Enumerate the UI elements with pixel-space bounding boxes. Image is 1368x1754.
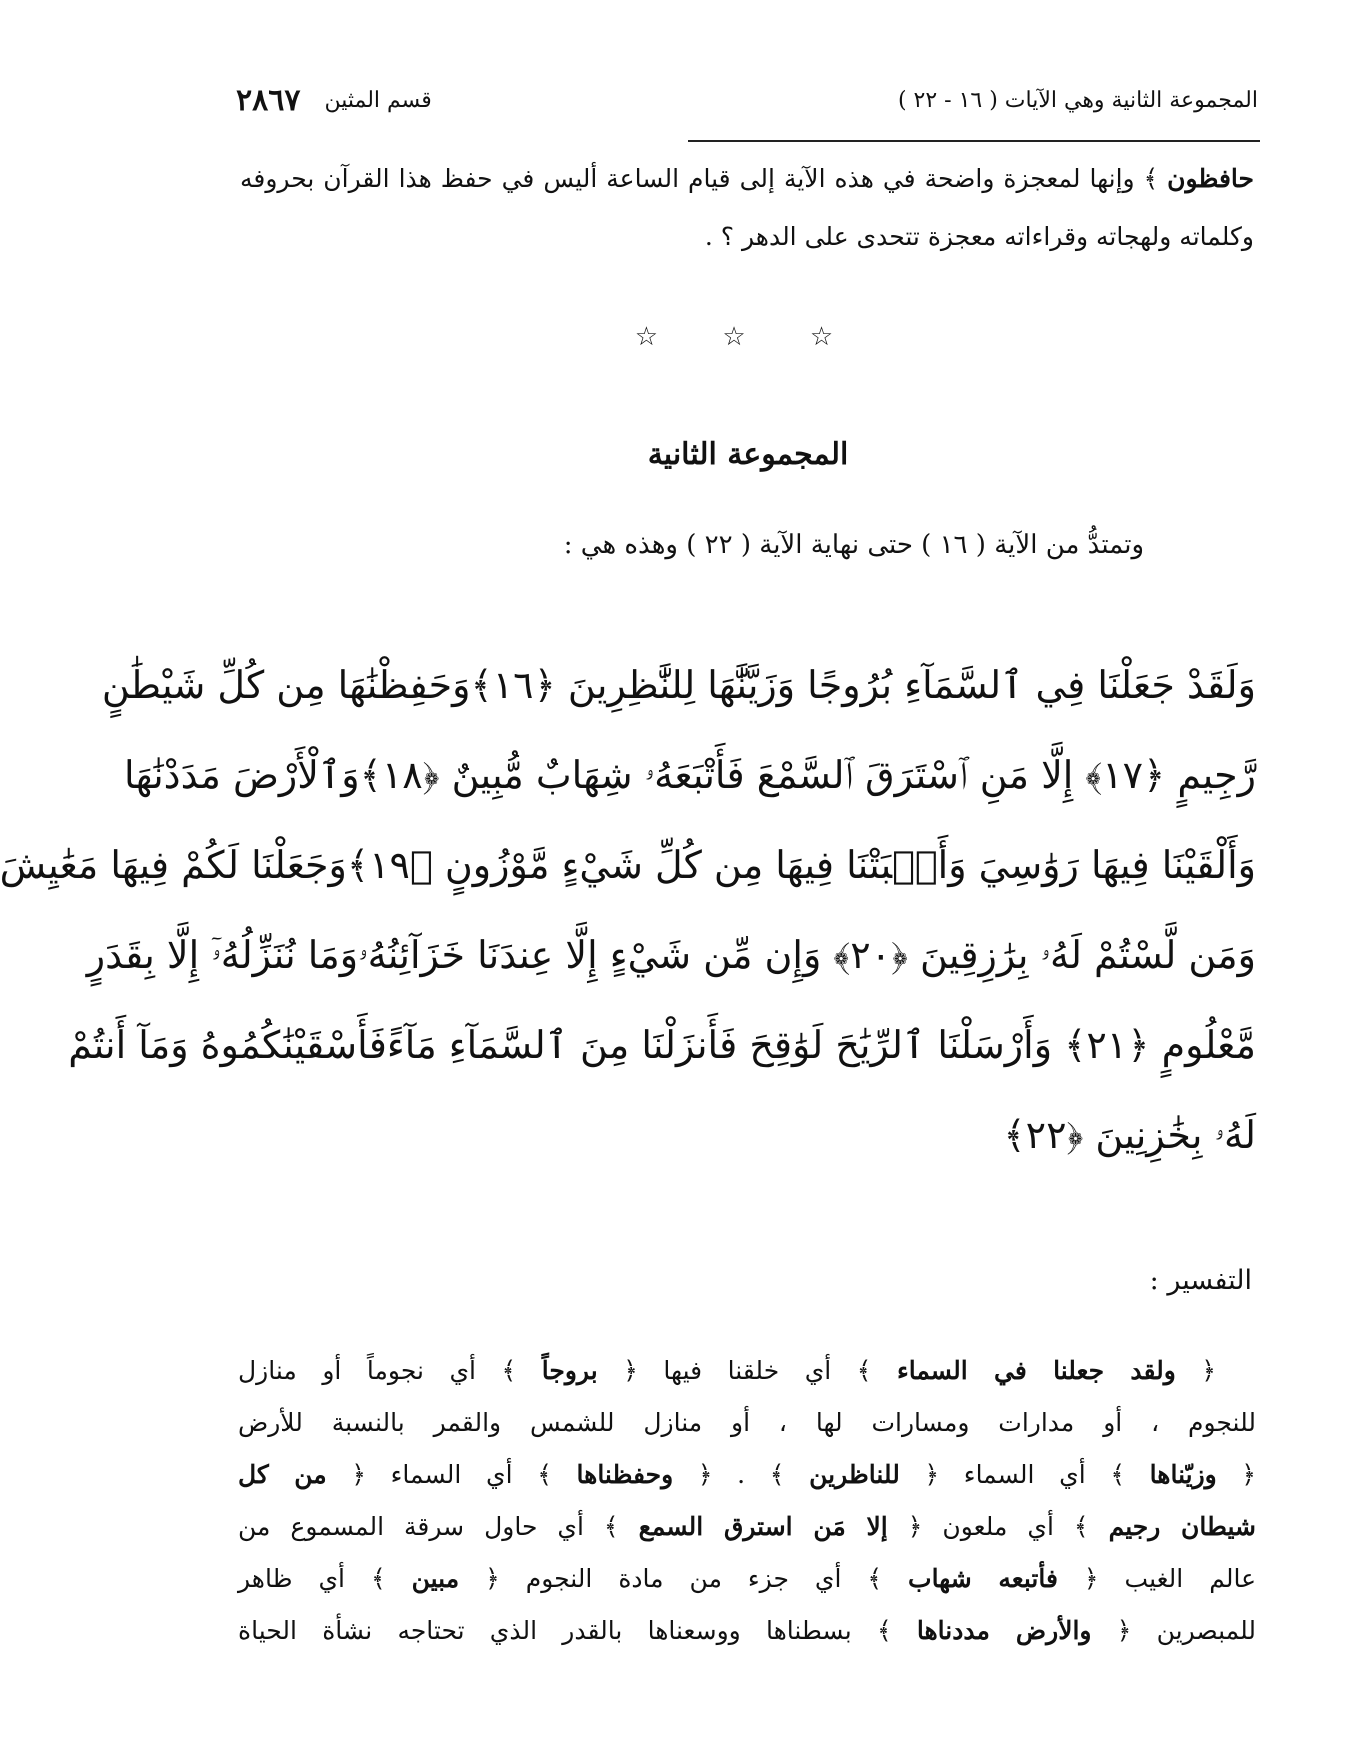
tafsir-text: ﴿ bbox=[1201, 1356, 1217, 1385]
verse-line bbox=[124, 730, 1256, 820]
verse-line bbox=[86, 910, 1256, 1000]
verse-segment: وَحَفِظْنَٰهَا مِن كُلِّ شَيْطَٰنٍ bbox=[101, 663, 471, 707]
tafsir-text: ﴾ بسطناها ووسعناها بالقدر الذي تحتاجه نشأة الحياة bbox=[238, 1616, 892, 1645]
verse-segment: وَأَلْقَيْنَا فِيهَا رَوَٰسِيَ وَأَنۢبَتْنَا فِيهَا مِن كُلِّ شَيْءٍ مَّوْزُونٍ ﴿١٩﴾ bbox=[346, 843, 1256, 887]
intro-line1-text: ﴾ وإنها لمعجزة واضحة في هذه الآية إلى قيام الساعة أليس في حفظ هذا bbox=[398, 164, 1159, 193]
tafsir-text: للمبصرين ﴿ bbox=[1116, 1616, 1257, 1645]
header-chapter-title: المجموعة الثانية وهي الآيات ( ١٦ - ٢٢ ) bbox=[897, 87, 1258, 113]
tafsir-line bbox=[238, 1553, 1256, 1605]
page-number: ٢٨٦٧ bbox=[236, 82, 301, 118]
intro-bold-word: حافظون bbox=[1167, 164, 1254, 193]
tafsir-heading: التفسير : bbox=[1149, 1265, 1252, 1296]
tafsir-quoted-phrase: إلا مَن استرق السمع bbox=[638, 1512, 888, 1541]
tafsir-quoted-phrase: ولقد جعلنا في السماء bbox=[896, 1356, 1176, 1385]
running-header bbox=[236, 80, 1258, 120]
verse-line bbox=[238, 1090, 1256, 1180]
tafsir-text: ﴾ أي ملعون ﴿ bbox=[907, 1512, 1089, 1541]
tafsir-quoted-phrase: للناظرين bbox=[809, 1460, 900, 1489]
header-rule bbox=[688, 140, 1260, 142]
tafsir-quoted-phrase: والأرض مددناها bbox=[916, 1616, 1092, 1645]
tafsir-text: ﴿ bbox=[1241, 1460, 1257, 1489]
section-subtitle: وتمتدُّ من الآية ( ١٦ ) حتى نهاية الآية ( ٢٢ ) وهذه هي : bbox=[563, 530, 1144, 560]
section-title: المجموعة الثانية bbox=[647, 437, 849, 472]
tafsir-text: ﴾ أي السماء ﴿ bbox=[351, 1460, 552, 1489]
quran-verses-block bbox=[0, 640, 1256, 1180]
tafsir-line bbox=[238, 1397, 1256, 1449]
tafsir-paragraph bbox=[238, 1345, 1256, 1657]
verse-segment: فَأَسْقَيْنَٰكُمُوهُ وَمَآ أَنتُمْ bbox=[68, 1023, 387, 1067]
intro-line2-text: القرآن بحروفه وكلماته ولهجاته وقراءاته معجزة تتحدى على الدهر ؟ . bbox=[240, 164, 1254, 251]
tafsir-line bbox=[238, 1605, 1256, 1657]
star-separator: ☆ ☆ ☆ bbox=[634, 322, 862, 352]
tafsir-text: ﴾ أي جزء من مادة النجوم ﴿ bbox=[485, 1564, 883, 1593]
tafsir-text: ﴾ أي حاول سرقة المسموع من bbox=[238, 1512, 619, 1541]
tafsir-text: ﴾ أي ظاهر bbox=[238, 1564, 386, 1593]
verse-segment: مَّعْلُومٍ ﴿٢١﴾ وَأَرْسَلْنَا ٱلرِّيَٰحَ لَوَٰقِحَ فَأَنزَلْنَا مِنَ ٱلسَّمَآءِ مَآءً bbox=[386, 1023, 1256, 1067]
tafsir-text: ﴾ أي خلقنا فيها ﴿ bbox=[623, 1356, 872, 1385]
tafsir-quoted-phrase: من كل bbox=[238, 1460, 327, 1489]
verse-line bbox=[68, 1000, 1256, 1090]
verse-segment: لَهُۥ بِخَٰزِنِينَ ﴿٢٢﴾ bbox=[1003, 1113, 1256, 1157]
tafsir-quoted-phrase: وحفظناها bbox=[576, 1460, 674, 1489]
tafsir-text: ﴾ أي نجوماً أو منازل bbox=[238, 1356, 517, 1385]
verse-segment: وَٱلْأَرْضَ مَدَدْنَٰهَا bbox=[124, 753, 360, 797]
tafsir-text: عالم الغيب ﴿ bbox=[1083, 1564, 1257, 1593]
tafsir-quoted-phrase: مبين bbox=[411, 1564, 460, 1593]
header-section-label: قسم المثين bbox=[324, 87, 432, 113]
tafsir-text: ﴾ . ﴿ bbox=[697, 1460, 785, 1489]
tafsir-quoted-phrase: فأتبعه شهاب bbox=[908, 1564, 1058, 1593]
verse-line bbox=[101, 640, 1256, 730]
tafsir-quoted-phrase: بروجاً bbox=[541, 1356, 598, 1385]
tafsir-text: للنجوم ، أو مدارات ومسارات لها ، أو منازل للشمس والقمر بالنسبة للأرض bbox=[238, 1408, 1256, 1437]
verse-segment: وَلَقَدْ جَعَلْنَا فِي ٱلسَّمَآءِ بُرُوجًا وَزَيَّنَّٰهَا لِلنَّٰظِرِينَ ﴿١٦﴾ bbox=[470, 663, 1256, 707]
tafsir-quoted-phrase: وزيّناها bbox=[1149, 1460, 1217, 1489]
tafsir-line bbox=[238, 1501, 1256, 1553]
verse-segment: رَّجِيمٍ ﴿١٧﴾ إِلَّا مَنِ ٱسْتَرَقَ ٱلسَّمْعَ فَأَتْبَعَهُۥ شِهَابٌ مُّبِينٌ ﴿١٨﴾ bbox=[359, 753, 1256, 797]
header-left-group bbox=[236, 83, 432, 118]
verse-segment: وَمَن لَّسْتُمْ لَهُۥ بِرَٰزِقِينَ ﴿٢٠﴾ وَإِن مِّن شَيْءٍ إِلَّا عِندَنَا خَزَآئِنُهُۥ bbox=[358, 933, 1256, 977]
tafsir-quoted-phrase: شيطان رجيم bbox=[1108, 1512, 1257, 1541]
verse-line bbox=[0, 820, 1256, 910]
tafsir-text: ﴾ أي السماء ﴿ bbox=[924, 1460, 1125, 1489]
tafsir-line bbox=[238, 1449, 1256, 1501]
tafsir-line bbox=[238, 1345, 1256, 1397]
intro-paragraph bbox=[240, 150, 1254, 266]
verse-segment: وَجَعَلْنَا لَكُمْ فِيهَا مَعَٰيِشَ bbox=[0, 843, 347, 887]
verse-segment: وَمَا نُنَزِّلُهُۥٓ إِلَّا بِقَدَرٍ bbox=[86, 933, 359, 977]
